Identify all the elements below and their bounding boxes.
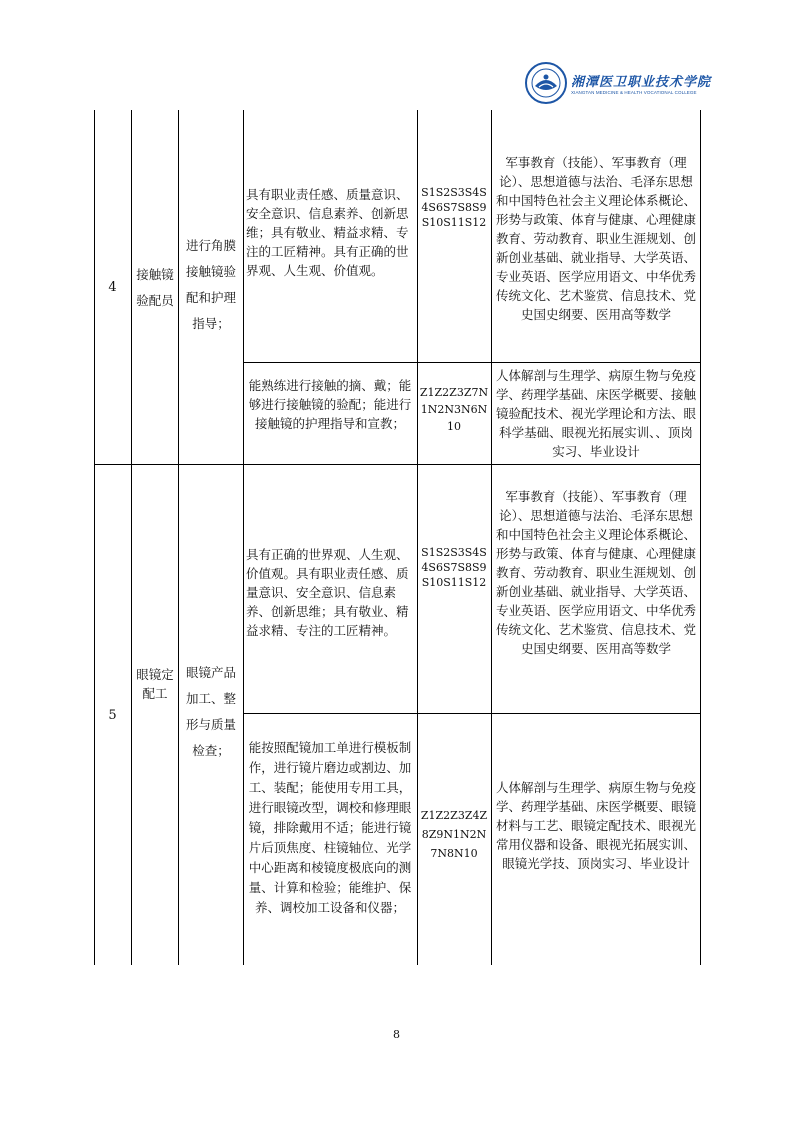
- ability-requirement: 具有职业责任感、质量意识、安全意识、信息素养、创新思维；具有敬业、精益求精、专注的工匠精神。具有正确的世界观、人生观、价值观。: [246, 187, 409, 278]
- college-seal-icon: [525, 62, 567, 104]
- college-name-en: XIANGTAN MEDICINE & HEALTH VOCATIONAL COLLEGE: [571, 90, 697, 95]
- job-position: 接触镜验配员: [136, 267, 174, 308]
- work-task: 眼镜产品加工、整形与质量检查；: [185, 665, 236, 758]
- row-index: 5: [108, 708, 117, 723]
- supporting-courses: 军事教育（技能）、军事教育（理论）、思想道德与法治、毛泽东思想和中国特色社会主义理论体系概论、形势与政策、体育与健康、心理健康教育、劳动教育、职业生涯规划、创新创业基础、就业指导、大学英语、专业英语、医学应用语文、中华优秀传统文化、艺术鉴赏、信息技术、党史国史纲要、医用高等数学: [495, 489, 696, 656]
- supporting-courses: 军事教育（技能）、军事教育（理论）、思想道德与法治、毛泽东思想和中国特色社会主义理论体系概论、形势与政策、体育与健康、心理健康教育、劳动教育、职业生涯规划、创新创业基础、就业指导、大学英语、专业英语、医学应用语文、中华优秀传统文化、艺术鉴赏、信息技术、党史国史纲要、医用高等数学: [495, 155, 696, 322]
- page-number: 8: [393, 1028, 400, 1041]
- ability-requirement: 能熟练进行接触的摘、戴；能够进行接触镜的验配；能进行接触镜的护理指导和宣教；: [248, 378, 412, 431]
- ability-codes: S1S2S3S4S4S6S7S8S9S10S11S12: [421, 186, 487, 229]
- ability-codes: S1S2S3S4S4S6S7S8S9S10S11S12: [421, 546, 487, 589]
- college-name-cn: 湘潭医卫职业技术学院: [571, 75, 712, 90]
- supporting-courses: 人体解剖与生理学、病原生物与免疫学、药理学基础、床医学概要、眼镜材料与工艺、眼镜定配技术、眼视光常用仪器和设备、眼视光拓展实训、眼镜光学技、顶岗实习、毕业设计: [495, 780, 696, 871]
- ability-requirement: 具有正确的世界观、人生观、价值观。具有职业责任感、质量意识、安全意识、信息素养、创新思维；具有敬业、精益求精、专注的工匠精神。: [246, 547, 409, 638]
- college-logo: [525, 60, 730, 106]
- supporting-courses: 人体解剖与生理学、病原生物与免疫学、药理学基础、床医学概要、接触镜验配技术、视光学理论和方法、眼科学基础、眼视光拓展实训、、顶岗实习、毕业设计: [495, 368, 696, 459]
- work-task: 进行角膜接触镜验配和护理指导；: [185, 238, 236, 331]
- row-index: 4: [108, 280, 117, 295]
- ability-codes: Z1Z2Z3Z4Z8Z9N1N2N7N8N10: [420, 809, 488, 860]
- ability-requirement: 能按照配镜加工单进行模板制作，进行镜片磨边或割边、加工、装配；能使用专用工具，进行眼镜改型，调校和修理眼镜，排除戴用不适；能进行镜片后顶焦度、柱镜轴位、光学中心距离和棱镜度极底向的测量、计算和检验；能维护、保养、调校加工设备和仪器；: [248, 740, 412, 915]
- ability-codes: Z1Z2Z3Z7N1N2N3N6N10: [419, 386, 489, 433]
- job-position: 眼镜定配工: [136, 667, 174, 701]
